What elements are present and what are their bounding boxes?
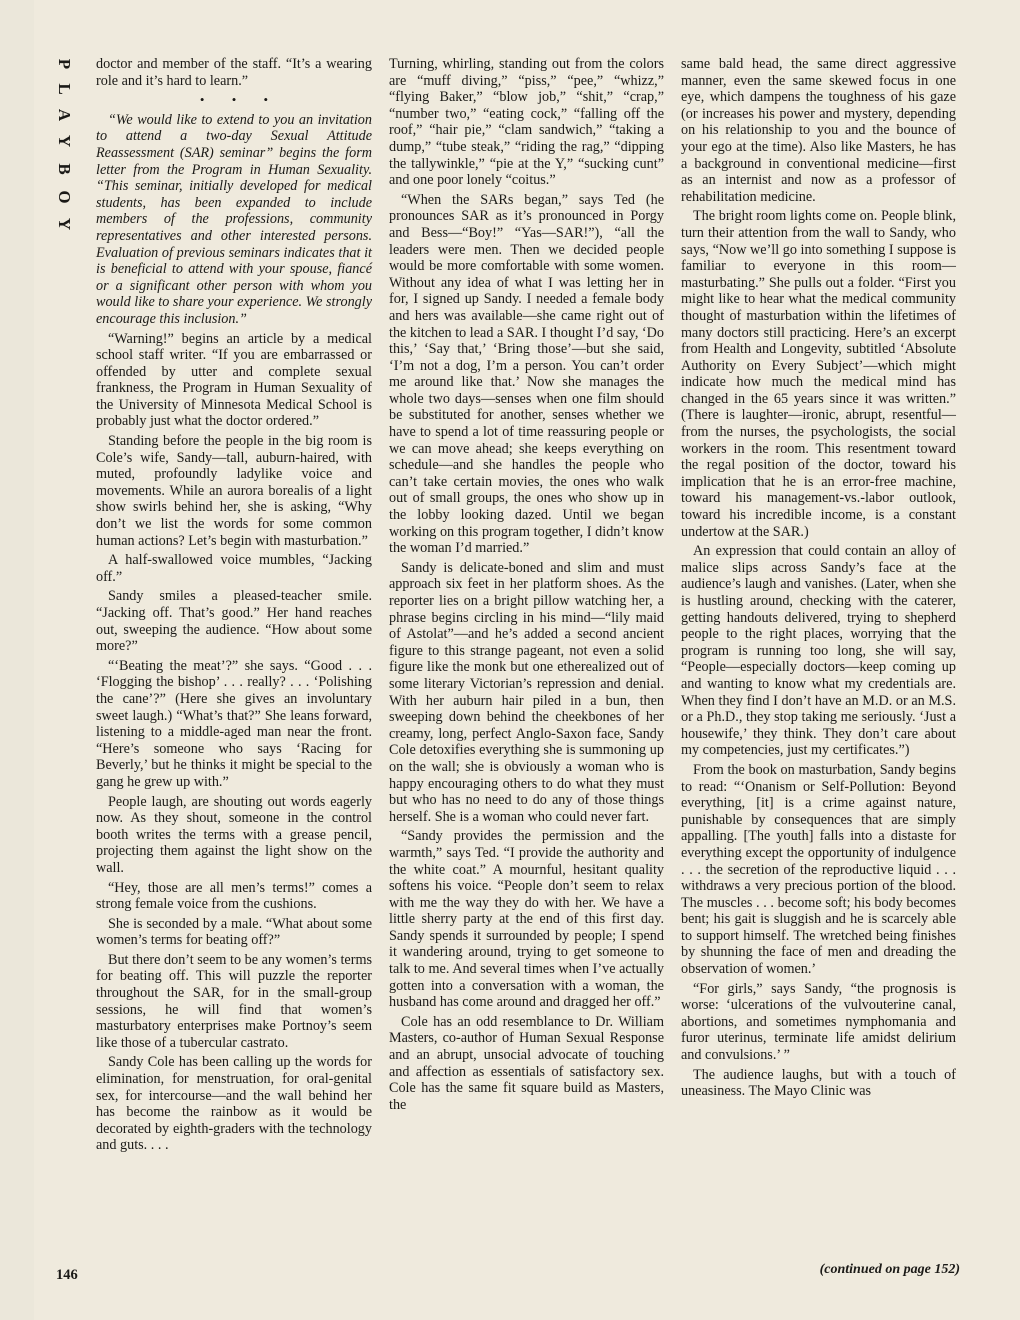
paragraph: Sandy is delicate-boned and slim and must approach six feet in her platform shoes. As the reporter lies on a bright pillow watching her, a phrase begins circling in his mind—“lily maid of Astolat”—and he’s added a second ancient figure to this strange pageant, not even a solid figure like the monk but one etherealized out of some literary Victorian’s repression and denial. With her auburn hair piled in a bun, then sweeping down behind the cheekbones of her creamy, long, perfect Anglo-Saxon face, Sandy Cole detoxifies everything she is summoning up on the wall; she is obviously a woman who is happy encouraging others to do what they must but who has no need to do any of those things herself. She is a woman who could never fart. <box>389 559 664 825</box>
page-number: 146 <box>56 1267 78 1283</box>
column-2 <box>389 56 664 1116</box>
section-separator: • • • <box>199 92 281 108</box>
paragraph: “When the SARs began,” says Ted (he pronounces SAR as it’s pronounced in Porgy and Bess—“Boy!” “Yas—SAR!”), “all the leaders were men. Then we decided people would be more comfortable with some women. Without any idea of what I was letting her in for, I signed up Sandy. I needed a female body and hers was available—she came right out of the kitchen to lead a SAR. I thought I’d say, ‘Do this,’ ‘Say that,’ ‘Bring those’—but she said, ‘I’m not a dog, I’m a person. You can’t order me around like that.’ Now she manages the whole two days—senses when one film should be substituted for another, senses whether we have to spend a lot of time reassuring people or we can move ahead; she keeps everything on schedule—and she handles the people who can’t take certain movies, the ones who walk out of small groups, the ones who show up in the lobby looking dazed. Until we began working on this program together, I didn’t know the woman I’d married.” <box>389 191 664 557</box>
paragraph: same bald head, the same direct aggressive manner, even the same skewed focus in one eye, which dampens the toughness of his gaze (or increases his power and mystery, depending on his relationship to you and the bounce of your ego at the time). Also like Masters, he has a background in conventional medicine—first as an internist and now as a professor of rehabilitation medicine. <box>681 56 956 205</box>
continued-note: (continued on page 152) <box>819 1262 960 1277</box>
paragraph: An expression that could contain an alloy of malice slips across Sandy’s face at the audience’s laugh and vanishes. (Later, when she is hustling around, checking with the caterer, getting handouts delivered, trying to shepherd people to the right places, worrying that the program is running too long, she will say, “People—especially doctors—keep coming up and wanting to know what my credentials are. When they find I don’t have an M.D. or an M.S. or a Ph.D., they stop taking me seriously. ‘Just a housewife,’ they think. They don’t care about my competencies, just my certificates.”) <box>681 543 956 759</box>
column-1 <box>96 56 372 1157</box>
svg-text:L: L <box>55 83 74 95</box>
paragraph: “Warning!” begins an article by a medical school staff writer. “If you are embarrassed or offended by utter and complete sexual frankness, the Program in Human Sexuality of the University of Minnesota Medical School is probably just what the doctor ordered.” <box>96 330 372 430</box>
paragraph: People laugh, are shouting out words eagerly now. As they shout, someone in the control booth writes the terms with a grease pencil, projecting them against the light show on the wall. <box>96 793 372 876</box>
svg-text:A: A <box>55 108 74 122</box>
paragraph: “Sandy provides the permission and the warmth,” says Ted. “I provide the authority and the white coat.” A mournful, hesitant quality softens his voice. “People don’t seem to relax with me the way they do with her. We have a little sherry party at the end of this first day. Sandy spends it surrounded by people; I spend it wandering around, trying to get someone to talk to me. And several times when I’ve actually gotten into a conversation with a woman, the husband has come around and dragged her off.” <box>389 828 664 1011</box>
svg-text:Y: Y <box>55 217 74 231</box>
svg-text:Y: Y <box>55 134 74 148</box>
paragraph: “For girls,” says Sandy, “the prognosis is worse: ‘ulcerations of the vulvouterine canal, abortions, and sometimes nymphomania and furor uterinus, terminate life amidst delirium and convulsions.’ ” <box>681 980 956 1064</box>
paragraph: Sandy smiles a pleased-teacher smile. “Jacking off. That’s good.” Her hand reaches out, sweeping the audience. “How about some more?” <box>96 588 372 655</box>
paragraph: Sandy Cole has been calling up the words for elimination, for menstruation, for oral-genital sex, for intercourse—and the wall behind her has become the rainbow as it would be decorated by eighth-graders with the technology and guts. . . . <box>96 1054 372 1154</box>
playboy-wordmark-icon <box>52 58 78 243</box>
paragraph: Cole has an odd resemblance to Dr. William Masters, co-author of Human Sexual Response and an abrupt, unsocial advocate of touching and affection as essentials of satisfactory sex. Cole has the same fit square build as Masters, the <box>389 1013 664 1113</box>
paragraph: “‘Beating the meat’?” she says. “Good . . . ‘Flogging the bishop’ . . . really? . . . ‘Polishing the cane’?” (Here she gives an involuntary sweet laugh.) “What’s that?” She leans forward, listening to a middle-aged man near the front. “Here’s someone who says ‘Racing for Beverly,’ but he thinks it might be special to the gang he grew up with.” <box>96 657 372 790</box>
svg-text:B: B <box>55 163 74 175</box>
paragraph: Standing before the people in the big room is Cole’s wife, Sandy—tall, auburn-haired, with muted, profoundly ladylike voice and movements. While an aurora borealis of a light show swirls behind her, she is asking, “Why don’t we list the words for some common human actions? Let’s begin with masturbation.” <box>96 433 372 549</box>
paragraph: A half-swallowed voice mumbles, “Jacking off.” <box>96 552 372 585</box>
paragraph: doctor and member of the staff. “It’s a wearing role and it’s hard to learn.” <box>96 56 372 89</box>
svg-text:P: P <box>55 58 74 70</box>
svg-text:O: O <box>55 190 74 204</box>
paragraph: “We would like to extend to you an invitation to attend a two-day Sexual Attitude Reassessment (SAR) seminar” begins the form letter from the Program in Human Sexuality. “This seminar, initially developed for medical students, has been expanded to include members of the professions, community representatives and other interested persons. Evaluation of previous seminars indicates that it is beneficial to attend with your spouse, fiancé or a significant other person with whom you would like to share your experience. We strongly encourage this inclusion.” <box>96 111 372 327</box>
paragraph: She is seconded by a male. “What about some women’s terms for beating off?” <box>96 915 372 949</box>
playboy-vertical-logo <box>52 58 78 243</box>
paragraph: From the book on masturbation, Sandy begins to read: “‘Onanism or Self-Pollution: Beyond everything, [it] is a crime against nature, punishable by consequences that are simply appalling. [The youth] falls into a distaste for everything except the opportunity of indulgence . . . the secretion of the reproductive liquid . . . withdraws a very precious portion of the blood. The muscles . . . become soft; his body becomes bent; his gait is sluggish and he is scarcely able to support himself. The wretched being finishes by shunning the face of men and dreading the observation of women.’ <box>681 761 956 978</box>
paragraph: The audience laughs, but with a touch of uneasiness. The Mayo Clinic was <box>681 1066 956 1100</box>
paragraph: “Hey, those are all men’s terms!” comes a strong female voice from the cushions. <box>96 879 372 913</box>
column-3 <box>681 56 956 1103</box>
paragraph: But there don’t seem to be any women’s terms for beating off. This will puzzle the reporter throughout the SAR, for in the small-group sessions, he will find that women’s masturbatory enterprises make Portnoy’s seem like those of a tubercular castrato. <box>96 951 372 1051</box>
paragraph: Turning, whirling, standing out from the colors are “muff diving,” “piss,” “pee,” “whizz,” “flying Baker,” “blow job,” “shit,” “crap,” “number two,” “eating cock,” “falling off the roof,” “hair pie,” “clam sandwich,” “taking a dump,” “tube steak,” “riding the rag,” “dipping the tallywinkle,” “pie at the Y,” “sucking cunt” and one poor lonely “coitus.” <box>389 56 664 189</box>
paragraph: The bright room lights come on. People blink, turn their attention from the wall to Sandy, who says, “Now we’ll go into something I suppose is familiar to everyone in this room—masturbating.” She pulls out a folder. “First you might like to hear what the medical community thought of masturbation within the lifetimes of many doctors still practicing. Here’s an excerpt from Health and Longevity, subtitled ‘Absolute Authority on Every Subject’—which might indicate how much the medical mind has changed in the 65 years since it was written.” (There is laughter—ironic, abrupt, resentful—from the nurses, the psychologists, the social workers in the room. This resentment toward the regal position of the doctor, toward his implication that he is an error-free machine, toward his management-vs.-labor outlook, toward his incredible income, is a constant undertow at the SAR.) <box>681 208 956 540</box>
